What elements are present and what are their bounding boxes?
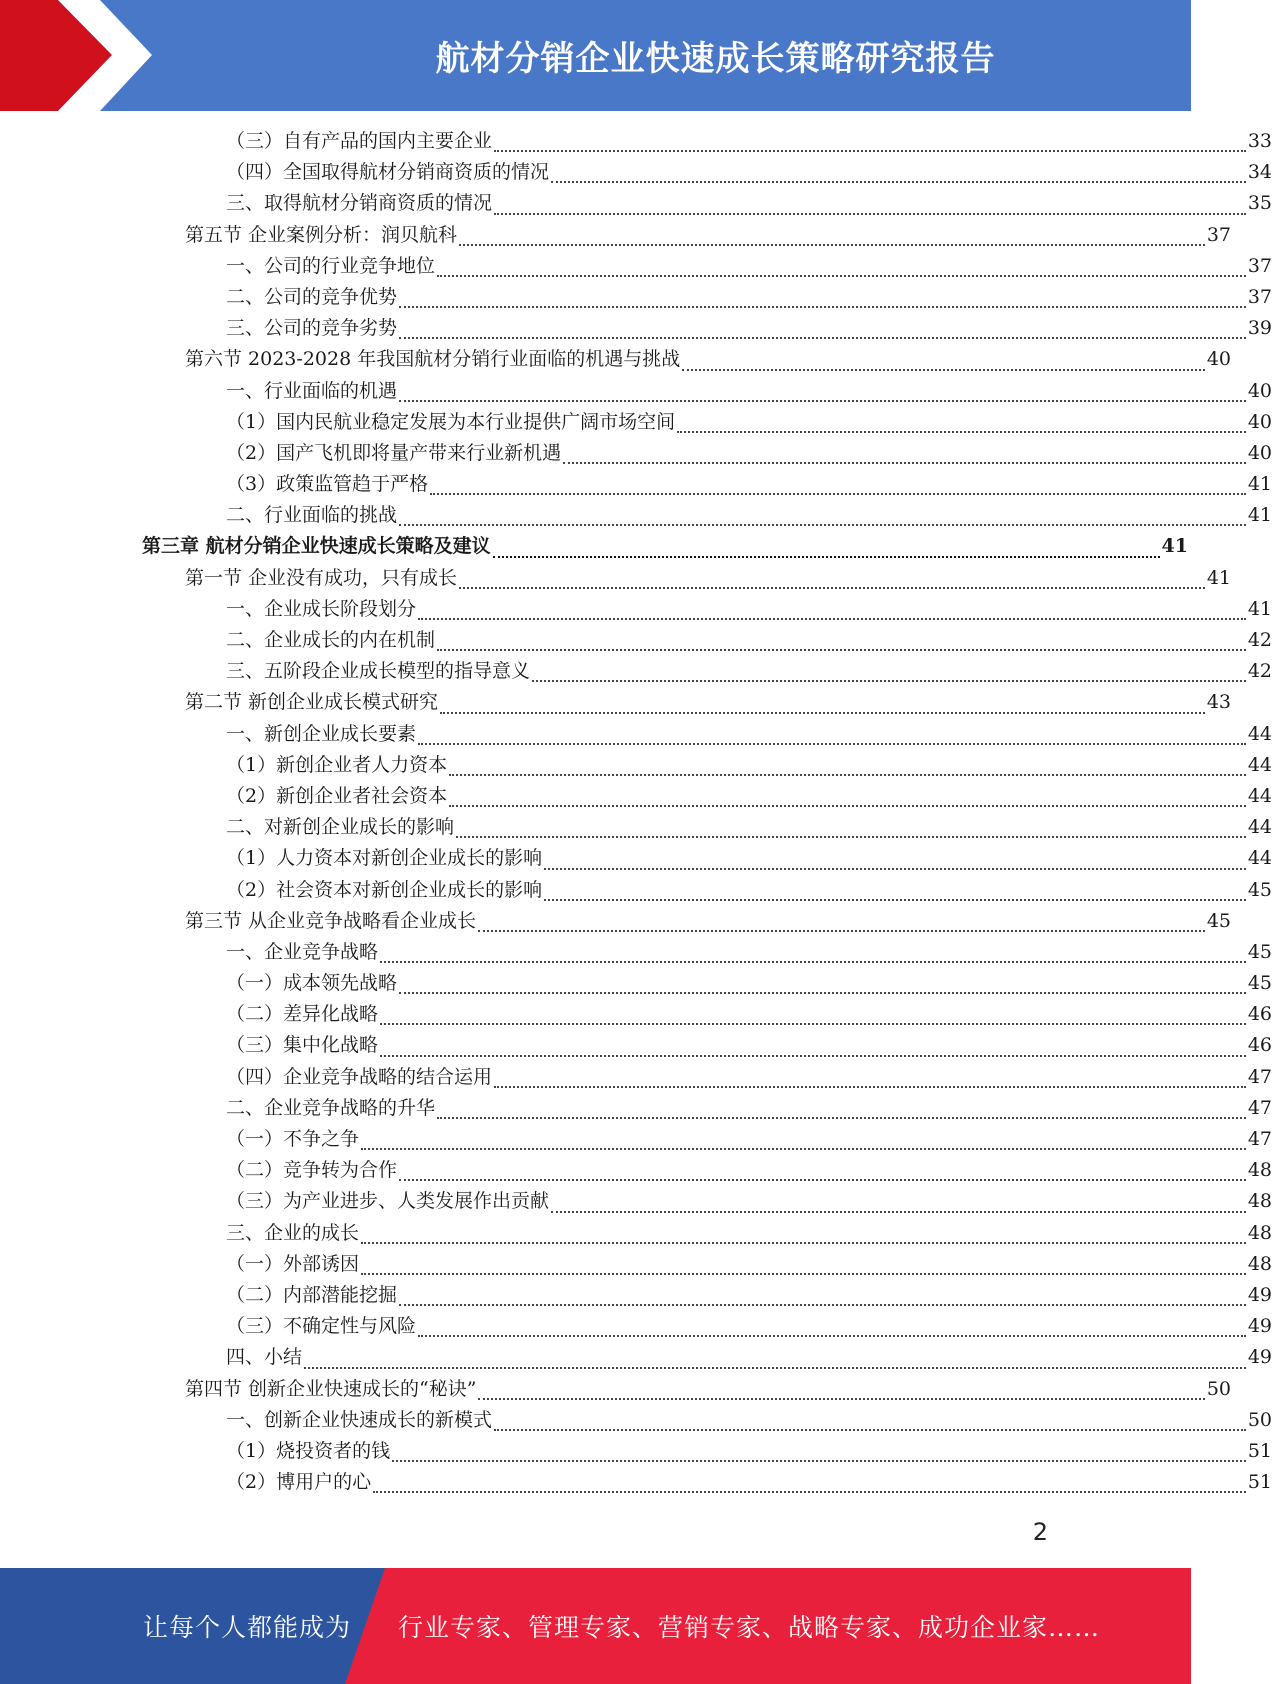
toc-dot-leader <box>551 1210 1246 1213</box>
toc-entry-page: 44 <box>1247 784 1272 807</box>
footer-slogan-left: 让每个人都能成为 <box>143 1613 352 1642</box>
toc-dot-leader <box>399 991 1246 994</box>
toc-entry[interactable] <box>0 1186 1272 1217</box>
toc-entry-page: 48 <box>1247 1190 1272 1213</box>
footer-slogan-right: 行业专家、管理专家、营销专家、战略专家、成功企业家…… <box>398 1613 1101 1642</box>
toc-dot-leader <box>449 773 1246 776</box>
toc-entry-title: （1）人力资本对新创企业成长的影响 <box>226 847 543 870</box>
toc-entry-title: （一）外部诱因 <box>226 1252 360 1275</box>
toc-entry-title: 第二节 新创企业成长模式研究 <box>185 691 439 714</box>
toc-entry[interactable] <box>0 313 1272 344</box>
toc-entry[interactable] <box>0 687 1231 718</box>
toc-dot-leader <box>456 835 1246 838</box>
toc-entry[interactable] <box>0 126 1272 157</box>
toc-entry-page: 47 <box>1247 1065 1272 1088</box>
toc-entry[interactable] <box>0 1249 1272 1280</box>
toc-entry[interactable] <box>0 1155 1272 1186</box>
toc-dot-leader <box>544 898 1246 901</box>
toc-dot-leader <box>304 1366 1246 1369</box>
toc-entry-page: 48 <box>1247 1221 1272 1244</box>
table-of-contents <box>0 126 1272 1498</box>
toc-entry-page: 47 <box>1247 1128 1272 1150</box>
toc-entry-title: 三、取得航材分销商资质的情况 <box>226 192 493 215</box>
toc-entry-page: 44 <box>1247 816 1272 839</box>
toc-entry-title: （三）集中化战略 <box>226 1034 379 1057</box>
toc-entry-title: （四）企业竞争战略的结合运用 <box>226 1065 493 1088</box>
toc-dot-leader <box>494 1428 1246 1431</box>
toc-dot-leader <box>478 929 1205 932</box>
toc-entry-title: （2）社会资本对新创企业成长的影响 <box>226 878 543 901</box>
toc-entry-title: （2）新创企业者社会资本 <box>226 784 448 807</box>
report-title: 航材分销企业快速成长策略研究报告 <box>435 39 996 79</box>
toc-dot-leader <box>532 679 1246 682</box>
page-footer <box>0 1568 1191 1684</box>
toc-entry-page: 41 <box>1247 504 1272 527</box>
toc-dot-leader <box>361 1241 1246 1244</box>
toc-entry-page: 46 <box>1247 1003 1272 1026</box>
toc-entry-title: （四）全国取得航材分销商资质的情况 <box>226 161 550 184</box>
toc-dot-leader <box>437 648 1246 651</box>
toc-entry[interactable] <box>0 1311 1272 1342</box>
toc-entry-page: 34 <box>1247 161 1272 184</box>
toc-entry-title: 第四节 创新企业快速成长的“秘诀” <box>185 1377 477 1400</box>
toc-dot-leader <box>449 804 1246 807</box>
toc-entry[interactable] <box>0 906 1231 937</box>
toc-entry-title: 三、五阶段企业成长模型的指导意义 <box>226 660 531 683</box>
toc-entry-page: 43 <box>1206 691 1231 714</box>
toc-entry-title: 二、对新创企业成长的影响 <box>226 816 455 839</box>
toc-entry-title: 四、小结 <box>226 1346 303 1369</box>
toc-entry-page: 37 <box>1247 254 1272 277</box>
toc-entry-title: 三、企业的成长 <box>226 1221 360 1244</box>
toc-entry-title: （三）为产业进步、人类发展作出贡献 <box>226 1190 550 1213</box>
toc-dot-leader <box>380 1054 1246 1057</box>
toc-entry-title: （一）不争之争 <box>226 1128 360 1150</box>
toc-entry[interactable] <box>0 719 1272 750</box>
toc-entry-title: （1）烧投资者的钱 <box>226 1439 391 1462</box>
page-header <box>0 0 1191 111</box>
toc-entry-page: 45 <box>1206 909 1231 932</box>
toc-dot-leader <box>418 742 1246 745</box>
toc-entry-page: 37 <box>1247 285 1272 308</box>
toc-dot-leader <box>380 960 1246 963</box>
toc-entry-title: 第三章 航材分销企业快速成长策略及建议 <box>142 535 491 558</box>
toc-entry[interactable] <box>0 188 1272 219</box>
toc-dot-leader <box>361 1147 1246 1150</box>
toc-entry-page: 49 <box>1247 1346 1272 1369</box>
toc-entry-page: 42 <box>1247 660 1272 683</box>
toc-entry[interactable] <box>0 1124 1272 1155</box>
toc-entry-page: 40 <box>1247 441 1272 464</box>
toc-entry-page: 44 <box>1247 847 1272 870</box>
toc-entry-page: 35 <box>1247 192 1272 215</box>
toc-dot-leader <box>437 274 1246 277</box>
toc-entry-page: 41 <box>1161 535 1188 558</box>
toc-entry-title: 二、企业成长的内在机制 <box>226 629 436 651</box>
toc-entry-page: 41 <box>1206 566 1231 589</box>
toc-dot-leader <box>494 149 1246 152</box>
toc-dot-leader <box>677 430 1246 433</box>
toc-entry-page: 47 <box>1247 1096 1272 1119</box>
toc-entry-page: 51 <box>1247 1439 1272 1462</box>
toc-dot-leader <box>430 492 1246 495</box>
toc-entry[interactable] <box>0 282 1272 313</box>
toc-entry-title: 二、公司的竞争优势 <box>226 285 398 308</box>
toc-entry-title: （二）内部潜能挖掘 <box>226 1283 398 1306</box>
toc-entry[interactable] <box>0 469 1272 500</box>
toc-entry-page: 44 <box>1247 753 1272 776</box>
toc-entry[interactable] <box>0 157 1272 188</box>
toc-entry[interactable] <box>0 1280 1272 1311</box>
toc-entry-title: 第六节 2023-2028 年我国航材分销行业面临的机遇与挑战 <box>185 348 681 371</box>
toc-entry[interactable] <box>0 1342 1272 1373</box>
toc-entry-page: 50 <box>1206 1377 1231 1400</box>
toc-entry-title: （二）竞争转为合作 <box>226 1159 398 1182</box>
toc-entry-page: 40 <box>1206 348 1231 371</box>
toc-entry-title: 一、行业面临的机遇 <box>226 379 398 402</box>
toc-entry-page: 48 <box>1247 1252 1272 1275</box>
toc-entry[interactable] <box>0 656 1272 687</box>
toc-dot-leader <box>437 1116 1246 1119</box>
toc-entry-title: 一、公司的行业竞争地位 <box>226 254 436 277</box>
toc-dot-leader <box>494 1085 1246 1088</box>
toc-entry[interactable] <box>0 843 1272 874</box>
toc-entry-page: 39 <box>1247 317 1272 340</box>
toc-entry-page: 49 <box>1247 1283 1272 1306</box>
toc-dot-leader <box>418 1334 1246 1337</box>
toc-entry-title: （一）成本领先战略 <box>226 972 398 995</box>
toc-entry-title: （1）新创企业者人力资本 <box>226 753 448 776</box>
toc-entry[interactable] <box>0 344 1231 375</box>
toc-entry-title: 二、行业面临的挑战 <box>226 504 398 527</box>
toc-entry-page: 40 <box>1247 410 1272 433</box>
toc-dot-leader <box>392 1459 1246 1462</box>
toc-entry[interactable] <box>0 251 1272 282</box>
toc-entry[interactable] <box>0 376 1272 407</box>
toc-dot-leader <box>399 336 1246 339</box>
toc-dot-leader <box>544 867 1246 870</box>
toc-entry[interactable] <box>0 1374 1231 1405</box>
toc-entry-title: 一、企业竞争战略 <box>226 940 379 963</box>
toc-dot-leader <box>478 1397 1204 1400</box>
toc-entry-page: 45 <box>1247 940 1272 963</box>
toc-dot-leader <box>682 368 1205 371</box>
toc-entry-title: （2）国产飞机即将量产带来行业新机遇 <box>226 441 562 464</box>
toc-entry-page: 51 <box>1247 1471 1272 1494</box>
toc-dot-leader <box>459 243 1205 246</box>
toc-entry[interactable] <box>0 438 1272 469</box>
toc-entry[interactable] <box>0 812 1272 843</box>
toc-dot-leader <box>551 180 1246 183</box>
toc-entry-page: 45 <box>1247 878 1272 901</box>
toc-entry-title: （2）博用户的心 <box>226 1471 372 1494</box>
toc-dot-leader <box>440 711 1205 714</box>
toc-entry-page: 48 <box>1247 1159 1272 1182</box>
toc-entry-page: 45 <box>1247 972 1272 995</box>
toc-dot-leader <box>399 399 1246 402</box>
toc-dot-leader <box>373 1490 1246 1493</box>
toc-dot-leader <box>563 461 1246 464</box>
toc-entry[interactable] <box>0 1405 1272 1436</box>
toc-entry-page: 50 <box>1247 1408 1272 1431</box>
toc-dot-leader <box>399 305 1246 308</box>
toc-entry-page: 44 <box>1247 722 1272 745</box>
toc-entry-page: 41 <box>1247 597 1272 620</box>
toc-entry[interactable] <box>0 999 1272 1030</box>
toc-entry-page: 41 <box>1247 473 1272 496</box>
toc-entry-title: （3）政策监管趋于严格 <box>226 473 429 496</box>
toc-dot-leader <box>418 617 1246 620</box>
toc-entry-title: 二、企业竞争战略的升华 <box>226 1096 436 1119</box>
toc-entry-title: 第五节 企业案例分析：润贝航科 <box>185 223 458 246</box>
toc-entry-page: 46 <box>1247 1034 1272 1057</box>
toc-entry-title: 三、公司的竞争劣势 <box>226 317 398 340</box>
toc-entry[interactable] <box>0 407 1272 438</box>
toc-entry-page: 49 <box>1247 1315 1272 1338</box>
toc-dot-leader <box>380 1022 1246 1025</box>
toc-entry[interactable] <box>0 1093 1272 1124</box>
toc-dot-leader <box>494 212 1246 215</box>
toc-entry-page: 40 <box>1247 379 1272 402</box>
toc-entry[interactable] <box>0 750 1272 781</box>
toc-entry-title: （1）国内民航业稳定发展为本行业提供广阔市场空间 <box>226 410 676 433</box>
toc-dot-leader <box>361 1272 1246 1275</box>
page-number: 2 <box>1032 1518 1048 1546</box>
toc-dot-leader <box>459 586 1205 589</box>
toc-entry[interactable] <box>0 594 1272 625</box>
toc-entry[interactable] <box>0 1436 1272 1467</box>
toc-entry-title: （二）差异化战略 <box>226 1003 379 1026</box>
toc-entry-title: （三）不确定性与风险 <box>226 1315 417 1338</box>
toc-entry[interactable] <box>0 500 1272 531</box>
toc-entry-page: 42 <box>1247 629 1272 651</box>
toc-entry[interactable] <box>0 781 1272 812</box>
toc-entry-title: 一、创新企业快速成长的新模式 <box>226 1408 493 1431</box>
toc-entry-title: 一、新创企业成长要素 <box>226 722 417 745</box>
toc-entry[interactable] <box>0 563 1231 594</box>
toc-entry[interactable] <box>0 1030 1272 1061</box>
toc-entry[interactable] <box>0 875 1272 906</box>
toc-entry[interactable] <box>0 625 1272 656</box>
toc-entry-page: 33 <box>1247 130 1272 152</box>
toc-entry-title: 第三节 从企业竞争战略看企业成长 <box>185 909 477 932</box>
toc-entry-page: 37 <box>1206 223 1231 246</box>
toc-dot-leader <box>399 1178 1246 1181</box>
toc-entry[interactable] <box>0 1218 1272 1249</box>
toc-dot-leader <box>493 555 1160 558</box>
toc-dot-leader <box>399 523 1246 526</box>
toc-entry[interactable] <box>0 1062 1272 1093</box>
toc-entry[interactable] <box>0 220 1231 251</box>
toc-entry[interactable] <box>0 937 1272 968</box>
toc-entry[interactable] <box>0 968 1272 999</box>
toc-entry-title: （三）自有产品的国内主要企业 <box>226 130 493 152</box>
toc-entry-title: 第一节 企业没有成功，只有成长 <box>185 566 458 589</box>
toc-dot-leader <box>399 1303 1246 1306</box>
toc-entry-title: 一、企业成长阶段划分 <box>226 597 417 620</box>
toc-entry[interactable] <box>0 1467 1272 1498</box>
toc-entry[interactable] <box>0 531 1188 562</box>
